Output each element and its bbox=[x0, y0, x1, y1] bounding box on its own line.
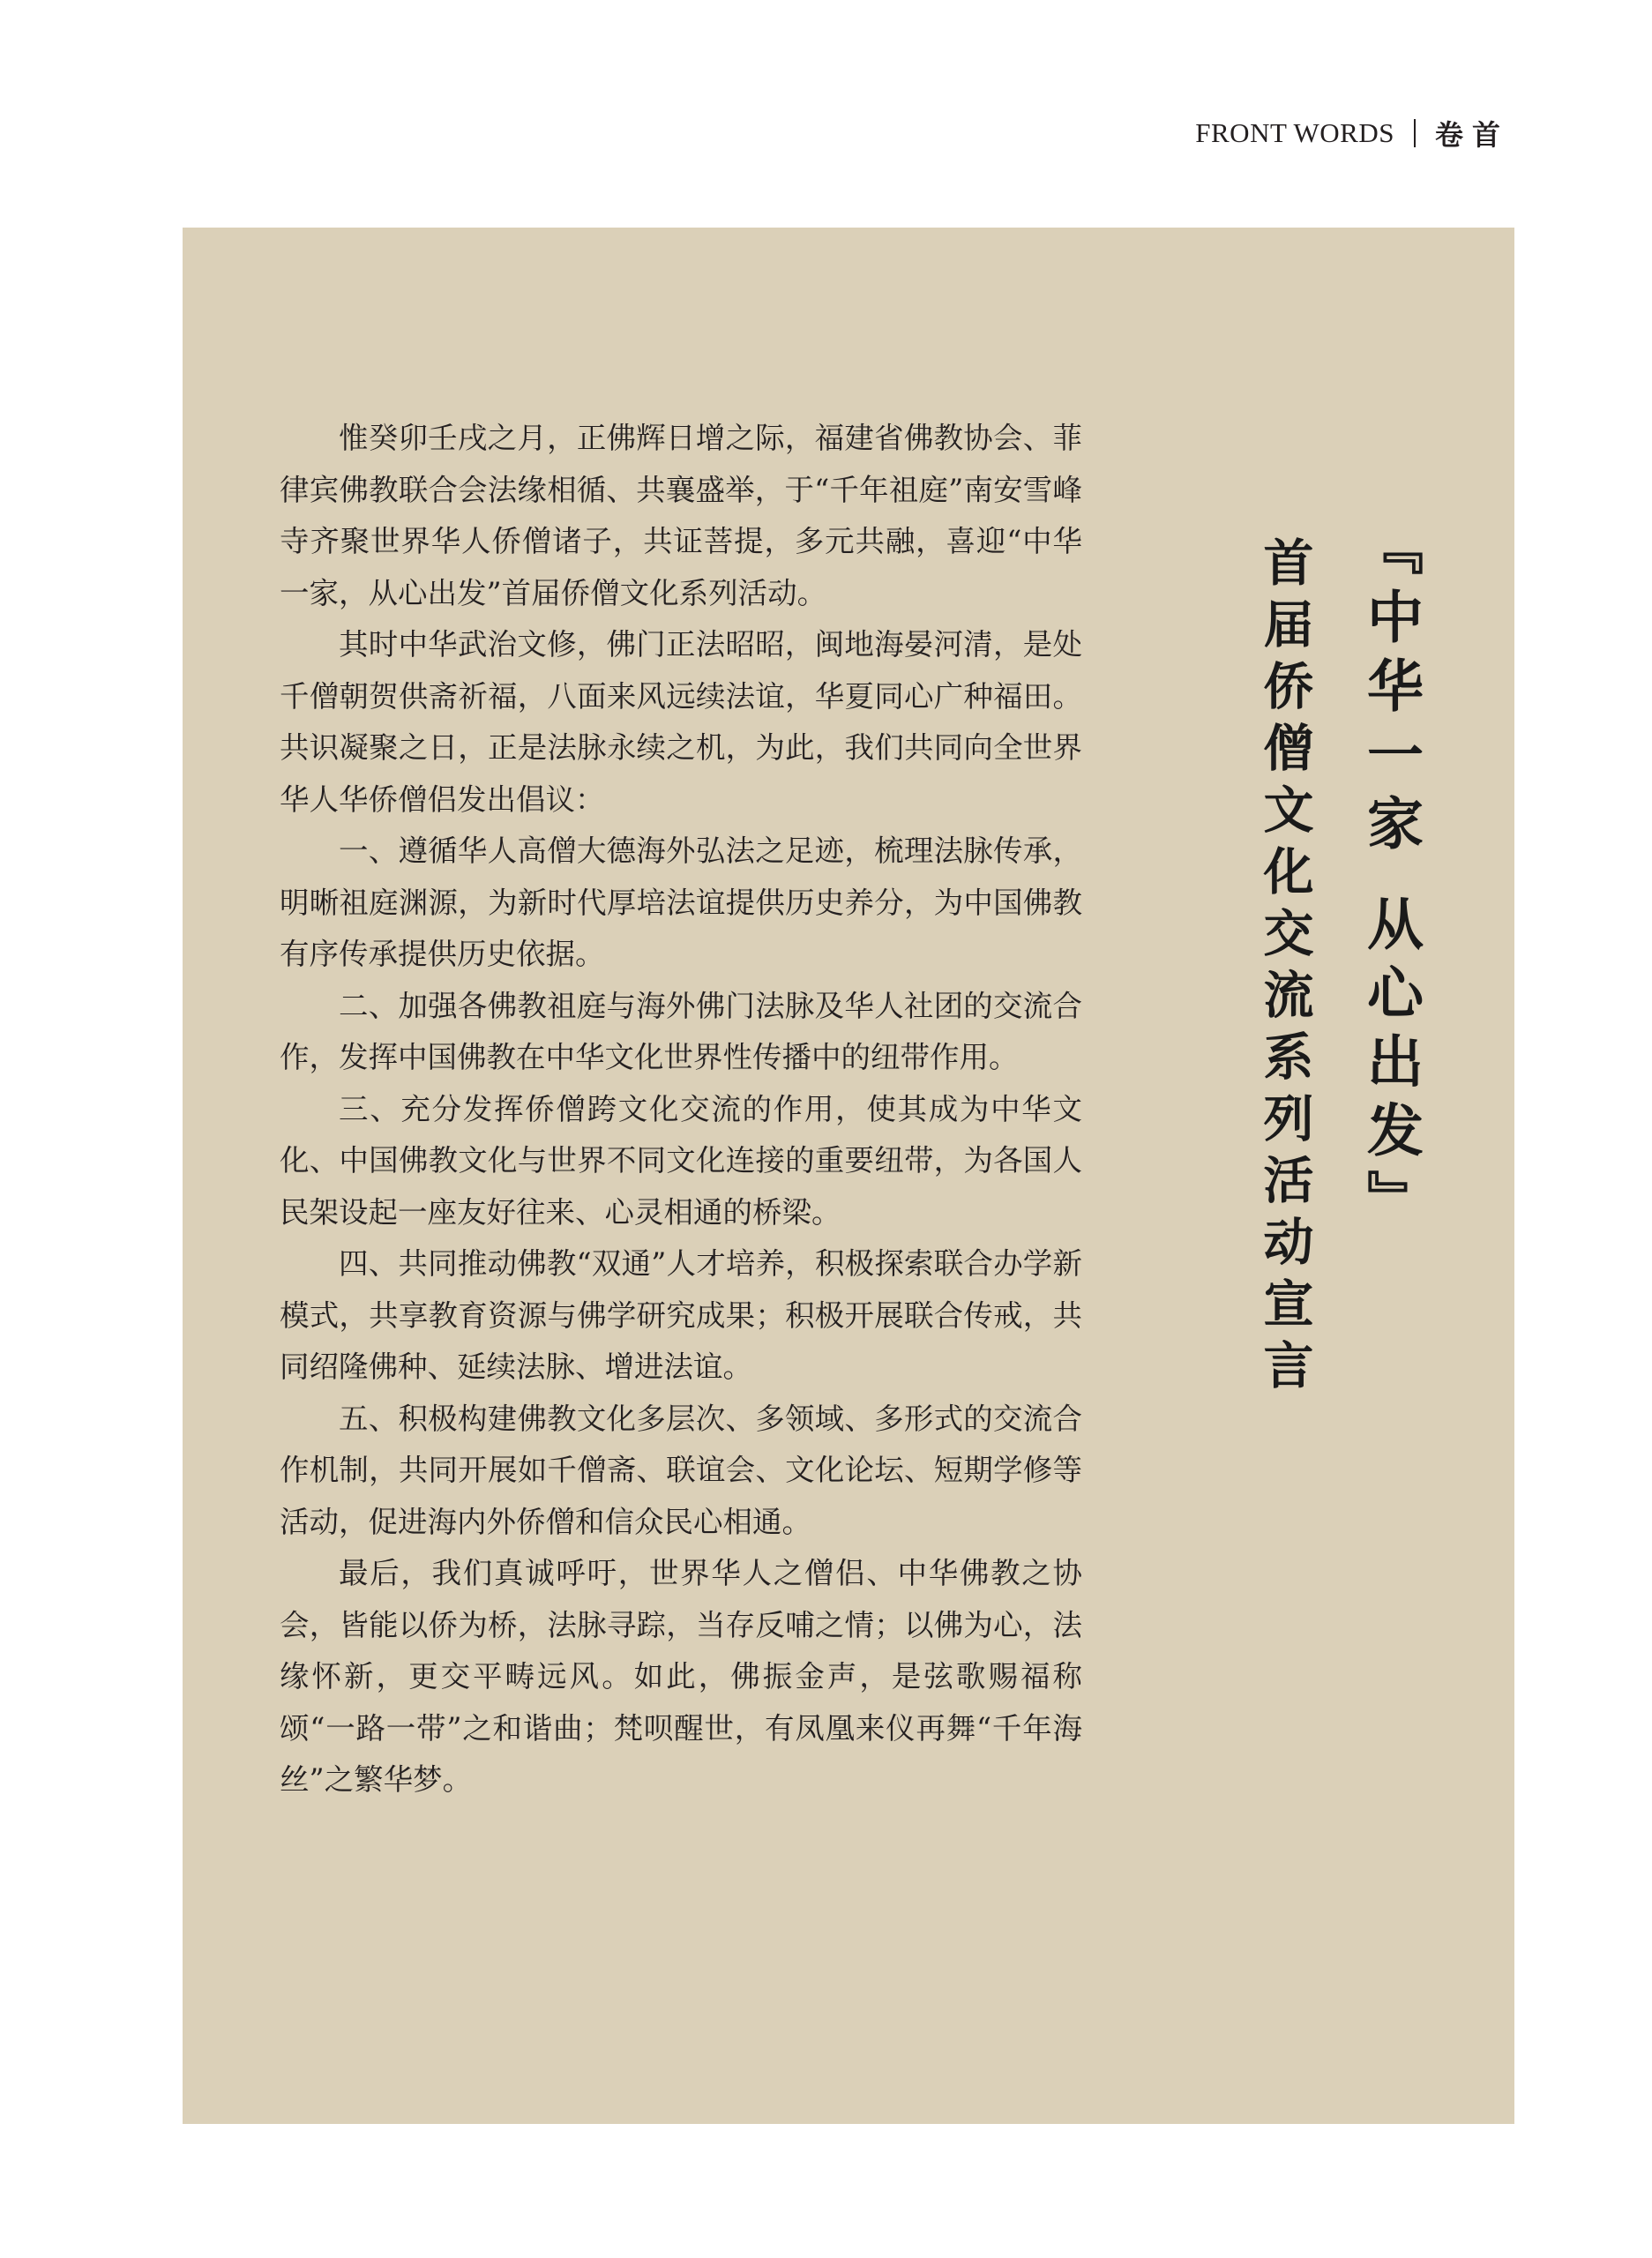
content-panel bbox=[183, 228, 1514, 2124]
paragraph: 一、遵循华人高僧大德海外弘法之足迹，梳理法脉传承，明晰祖庭渊源，为新时代厚培法谊提供历史养分，为中国佛教有序传承提供历史依据。 bbox=[280, 834, 1082, 971]
header-divider bbox=[1414, 119, 1416, 147]
declaration-title-sub: 首届侨僧文化交流系列活动宣言 bbox=[1255, 536, 1313, 1401]
declaration-body bbox=[280, 413, 1082, 1806]
paragraph: 惟癸卯壬戌之月，正佛辉日增之际，福建省佛教协会、菲律宾佛教联合会法缘相循、共襄盛举，于“千年祖庭”南安雪峰寺齐聚世界华人侨僧诸子，共证菩提，多元共融，喜迎“中华一家，从心出发”首届侨僧文化系列活动。 bbox=[280, 421, 1082, 610]
paragraph: 其时中华武治文修，佛门正法昭昭，闽地海晏河清，是处千僧朝贺供斋祈福，八面来风远续法谊，华夏同心广种福田。共识凝聚之日，正是法脉永续之机，为此，我们共同向全世界华人华侨僧侣发出倡议： bbox=[280, 627, 1082, 817]
section-label-en: FRONT WORDS bbox=[1195, 117, 1394, 148]
section-label-cn: 卷首 bbox=[1434, 118, 1509, 152]
paragraph: 五、积极构建佛教文化多层次、多领域、多形式的交流合作机制，共同开展如千僧斋、联谊会、文化论坛、短期学修等活动，促进海内外侨僧和信众民心相通。 bbox=[280, 1401, 1082, 1539]
paragraph: 二、加强各佛教祖庭与海外佛门法脉及华人社团的交流合作，发挥中国佛教在中华文化世界性传播中的纽带作用。 bbox=[280, 988, 1082, 1074]
declaration-title-main: 『中华一家 从心出发』 bbox=[1357, 519, 1423, 1239]
paragraph: 四、共同推动佛教“双通”人才培养，积极探索联合办学新模式，共享教育资源与佛学研究成果；积极开展联合传戒，共同绍隆佛种、延续法脉、增进法谊。 bbox=[280, 1246, 1082, 1384]
running-header bbox=[1195, 113, 1509, 153]
paragraph: 最后，我们真诚呼吁，世界华人之僧侣、中华佛教之协会，皆能以侨为桥，法脉寻踪，当存反哺之情；以佛为心，法缘怀新，更交平畴远风。如此，佛振金声，是弦歌赐福称颂“一路一带”之和谐曲；梵呗醒世，有凤凰来仪再舞“千年海丝”之繁华梦。 bbox=[280, 1556, 1082, 1797]
paragraph: 三、充分发挥侨僧跨文化交流的作用，使其成为中华文化、中国佛教文化与世界不同文化连接的重要纽带，为各国人民架设起一座友好往来、心灵相通的桥梁。 bbox=[280, 1091, 1082, 1230]
